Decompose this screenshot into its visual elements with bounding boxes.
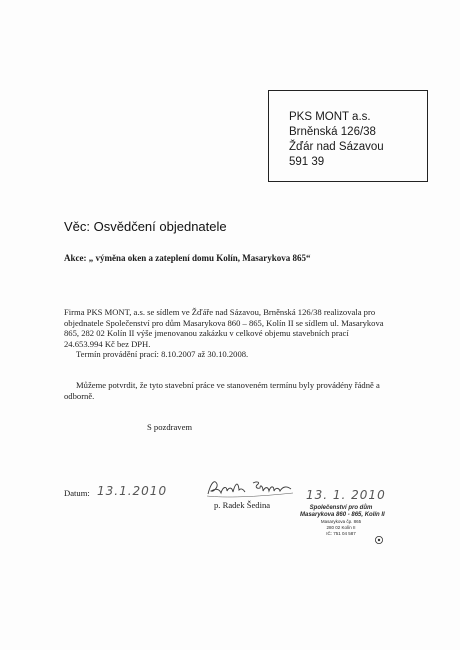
body-line: Termín provádění prací: 8.10.2007 až 30.10.2008. bbox=[76, 349, 249, 360]
letter-subject: Věc: Osvědčení objednatele bbox=[64, 219, 227, 234]
body-line: 24.653.994 Kč bez DPH. bbox=[64, 338, 151, 349]
signature-scribble bbox=[205, 476, 295, 500]
stamp-line: 280 02 Kolín II bbox=[326, 525, 356, 530]
stamp-line: Masarykova 860 - 865, Kolín II bbox=[300, 512, 385, 518]
recipient-company: PKS MONT a.s. bbox=[289, 111, 371, 123]
stamp-line: Masarykova čp. 865 bbox=[320, 519, 362, 524]
body-paragraph-1 bbox=[64, 307, 384, 360]
project-title: Akce: „ výměna oken a zateplení domu Kolín, Masarykova 865“ bbox=[64, 253, 311, 263]
stamp-line: Společenství pro dům bbox=[309, 505, 373, 511]
association-stamp bbox=[300, 505, 385, 537]
body-line: odborně. bbox=[64, 390, 95, 401]
closing-greeting: S pozdravem bbox=[147, 422, 193, 432]
body-line: Firma PKS MONT, a.s. se sídlem ve Žďáře nad Sázavou, Brněnská 126/38 realizovala pro bbox=[64, 307, 376, 317]
body-line: Můžeme potvrdit, že tyto stavební práce ve stanoveném termínu byly provádény řádně a bbox=[76, 380, 380, 390]
body-line: objednatele Společenství pro dům Masarykova 860 – 865, Kolín II se sídlem ul. Masarykova bbox=[64, 317, 384, 328]
signer-name: p. Radek Šedina bbox=[214, 500, 271, 510]
handwritten-date: 13.1.2010 bbox=[97, 484, 168, 498]
recipient-city: Žďár nad Sázavou bbox=[289, 141, 384, 153]
body-line: 865, 282 02 Kolín II výše jmenovanou zakázku v celkové objemu stavebních prací bbox=[64, 328, 349, 339]
stamp-line: IČ: 751 04 587 bbox=[326, 531, 356, 536]
recipient-zip: 591 39 bbox=[289, 156, 325, 168]
body-paragraph-2 bbox=[64, 380, 380, 401]
recipient-street: Brněnská 126/38 bbox=[289, 126, 376, 138]
recipient-address-box bbox=[268, 90, 428, 182]
stamp-emblem-icon bbox=[374, 535, 384, 545]
handwritten-date-2: 13. 1. 2010 bbox=[306, 488, 386, 502]
date-label: Datum: bbox=[64, 488, 90, 498]
